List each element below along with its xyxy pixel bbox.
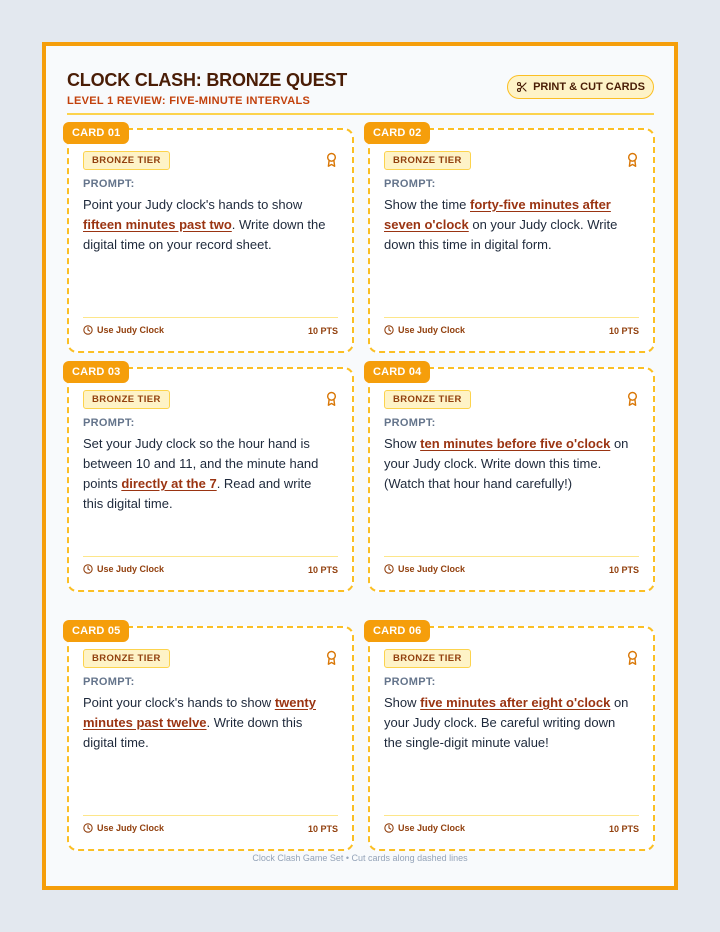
highlighted-time: twenty minutes past twelve (83, 695, 316, 730)
game-card (67, 128, 354, 353)
clock-icon (384, 325, 394, 335)
tier-badge: BRONZE TIER (384, 390, 471, 409)
prompt-segment: . Write down this digital time. (83, 715, 303, 750)
prompt-segment: Set your Judy clock so the hour hand is between 10 and 11, and the minute hand points (83, 436, 319, 491)
clock-icon (83, 564, 93, 574)
tier-badge: BRONZE TIER (83, 151, 170, 170)
card-divider (384, 815, 639, 816)
award-icon (325, 391, 338, 407)
tool-hint (384, 325, 465, 335)
award-icon (626, 650, 639, 666)
tool-label: Use Judy Clock (398, 564, 466, 574)
prompt-segment: on your Judy clock. Be careful writing down the single-digit minute value! (384, 695, 629, 750)
game-card (368, 626, 655, 851)
award-icon (325, 152, 338, 168)
card-divider (83, 556, 338, 557)
award-icon (325, 650, 338, 666)
points-label: 10 PTS (608, 326, 639, 336)
prompt-label: PROMPT: (384, 676, 436, 688)
points-label: 10 PTS (307, 565, 338, 575)
prompt-segment: . Write down the digital time on your record sheet. (83, 217, 326, 252)
card-divider (384, 556, 639, 557)
points-label: 10 PTS (608, 565, 639, 575)
prompt-label: PROMPT: (83, 178, 135, 190)
prompt-segment: on your Judy clock. Write down this time in digital form. (384, 217, 618, 252)
prompt-text (83, 434, 335, 514)
highlighted-time: fifteen minutes past two (83, 217, 232, 232)
prompt-text (83, 195, 335, 255)
prompt-segment: Show (384, 436, 421, 451)
highlighted-time: ten minutes before five o'clock (420, 436, 611, 451)
prompt-text (384, 195, 636, 255)
clock-icon (384, 564, 394, 574)
page-title: CLOCK CLASH: BRONZE QUEST (67, 70, 347, 90)
page-subtitle: LEVEL 1 REVIEW: FIVE-MINUTE INTERVALS (67, 95, 311, 107)
tool-label: Use Judy Clock (398, 325, 466, 335)
highlighted-time: five minutes after eight o'clock (420, 695, 611, 710)
card-number-tab: CARD 04 (364, 361, 430, 383)
prompt-segment: on your Judy clock. Write down this time. (Watch that hour hand carefully!) (384, 436, 629, 491)
clock-icon (384, 823, 394, 833)
game-card (67, 626, 354, 851)
game-card (368, 128, 655, 353)
tool-hint (83, 325, 164, 335)
prompt-segment: Show the time (384, 197, 470, 212)
game-card (67, 367, 354, 592)
award-icon (626, 391, 639, 407)
points-label: 10 PTS (608, 824, 639, 834)
prompt-segment: . Read and write this digital time. (83, 476, 312, 511)
print-cut-label: PRINT & CUT CARDS (533, 81, 645, 93)
sheet-footer: Clock Clash Game Set • Cut cards along dashed lines (252, 853, 468, 863)
tool-label: Use Judy Clock (97, 823, 165, 833)
tier-badge: BRONZE TIER (384, 649, 471, 668)
highlighted-time: forty-five minutes after seven o'clock (384, 197, 611, 232)
prompt-label: PROMPT: (83, 417, 135, 429)
award-icon (626, 152, 639, 168)
print-cut-button[interactable] (507, 75, 654, 99)
game-card (368, 367, 655, 592)
tool-hint (384, 564, 465, 574)
card-number-tab: CARD 01 (63, 122, 129, 144)
card-divider (384, 317, 639, 318)
card-divider (83, 815, 338, 816)
card-divider (83, 317, 338, 318)
tier-badge: BRONZE TIER (384, 151, 471, 170)
worksheet (42, 42, 678, 890)
points-label: 10 PTS (307, 326, 338, 336)
card-number-tab: CARD 03 (63, 361, 129, 383)
header-divider (67, 113, 654, 115)
highlighted-time: directly at the 7 (121, 476, 217, 491)
tier-badge: BRONZE TIER (83, 390, 170, 409)
prompt-label: PROMPT: (384, 417, 436, 429)
card-number-tab: CARD 05 (63, 620, 129, 642)
tool-hint (83, 564, 164, 574)
tool-hint (83, 823, 164, 833)
card-number-tab: CARD 06 (364, 620, 430, 642)
points-label: 10 PTS (307, 824, 338, 834)
prompt-label: PROMPT: (384, 178, 436, 190)
scissors-icon (516, 81, 528, 93)
prompt-text (83, 693, 335, 753)
tool-label: Use Judy Clock (97, 325, 165, 335)
tool-label: Use Judy Clock (97, 564, 165, 574)
clock-icon (83, 823, 93, 833)
clock-icon (83, 325, 93, 335)
tool-hint (384, 823, 465, 833)
prompt-segment: Point your Judy clock's hands to show (83, 197, 303, 212)
prompt-segment: Show (384, 695, 421, 710)
card-number-tab: CARD 02 (364, 122, 430, 144)
prompt-text (384, 434, 636, 494)
tool-label: Use Judy Clock (398, 823, 466, 833)
prompt-text (384, 693, 636, 753)
prompt-label: PROMPT: (83, 676, 135, 688)
prompt-segment: Point your clock's hands to show (83, 695, 275, 710)
tier-badge: BRONZE TIER (83, 649, 170, 668)
